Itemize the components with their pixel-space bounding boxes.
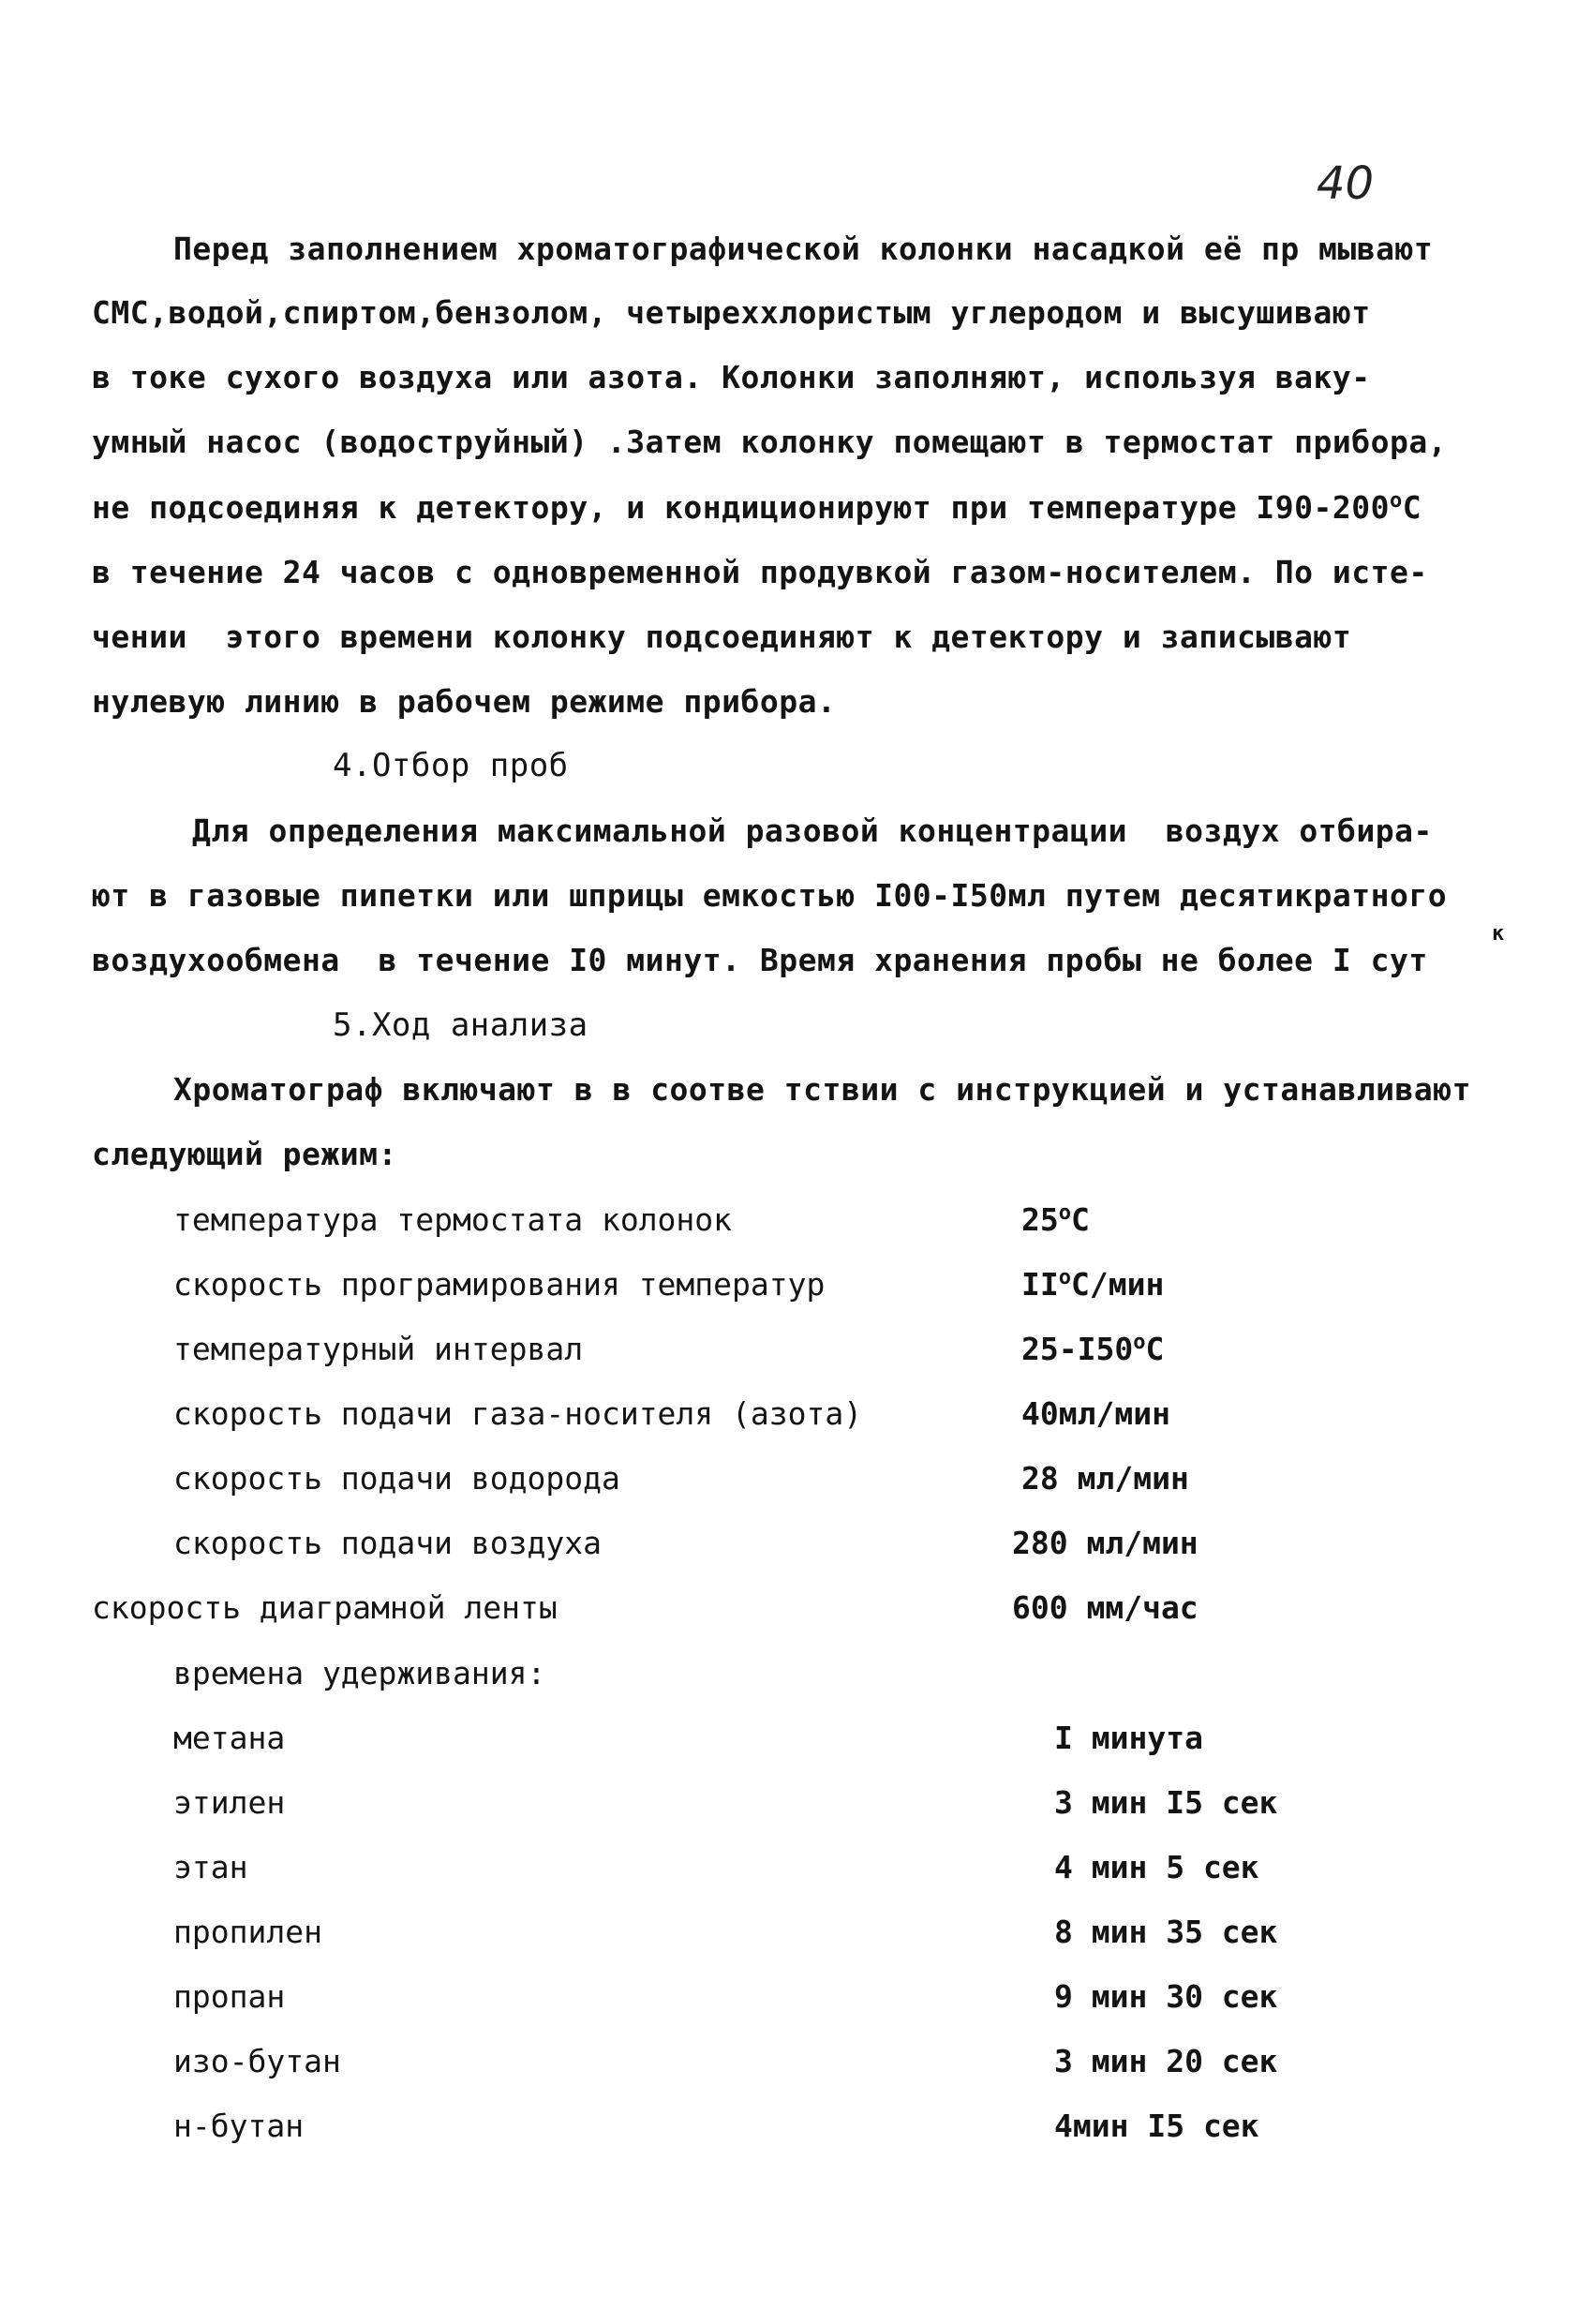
unit-text: C bbox=[1402, 489, 1422, 526]
superscript-letter: к bbox=[1492, 922, 1505, 946]
paragraph-line bbox=[92, 489, 1422, 527]
section-heading: 4.Отбор проб bbox=[333, 747, 569, 784]
paragraph-line: Хроматограф включают в в соотве тствии с инструкцией и устанавливают bbox=[173, 1071, 1472, 1108]
paragraph-line: в течение 24 часов с одновременной продувкой газом-носителем. По исте- bbox=[92, 554, 1428, 590]
degree-sign: o bbox=[1133, 1331, 1146, 1354]
retention-time: 4 мин 5 сек bbox=[1054, 1849, 1259, 1885]
line-text: не подсоединяя к детектору, и кондиционируют при температуре I90-200 bbox=[92, 489, 1391, 526]
compound-name: пропилен bbox=[173, 1914, 322, 1950]
parameter-value: 280 мл/мин bbox=[1012, 1525, 1198, 1561]
parameter-label: температурный интервал bbox=[173, 1331, 584, 1367]
retention-time: 9 мин 30 сек bbox=[1054, 1978, 1278, 2015]
parameter-value bbox=[1021, 1266, 1164, 1303]
value-unit: С/мин bbox=[1071, 1266, 1165, 1303]
paragraph-line: СМС,водой,спиртом,бензолом, четыреххлористым углеродом и высушивают bbox=[92, 294, 1371, 331]
paragraph-line: нулевую линию в рабочем режиме прибора. bbox=[92, 683, 837, 720]
parameter-value: 28 мл/мин bbox=[1021, 1460, 1189, 1497]
value-main: II bbox=[1021, 1266, 1059, 1303]
compound-name: изо-бутан bbox=[173, 2043, 341, 2079]
paragraph-line: Для определения максимальной разовой концентрации воздух отбира- bbox=[192, 812, 1433, 849]
retention-time: 8 мин 35 сек bbox=[1054, 1914, 1278, 1950]
parameter-value bbox=[1021, 1331, 1164, 1367]
page-number: 40 bbox=[1317, 157, 1375, 210]
paragraph-line: в токе сухого воздуха или азота. Колонки заполняют, используя ваку- bbox=[92, 359, 1371, 395]
degree-sign: o bbox=[1390, 489, 1403, 513]
parameter-label: скорость програмирования температур bbox=[173, 1266, 826, 1303]
compound-name: метана bbox=[173, 1720, 286, 1756]
retention-time: 3 мин 20 сек bbox=[1054, 2043, 1278, 2079]
value-unit: C bbox=[1145, 1331, 1165, 1367]
section-heading: 5.Ход анализа bbox=[333, 1006, 588, 1044]
paragraph-line: умный насос (водоструйный) .Затем колонку помещают в термостат прибора, bbox=[92, 424, 1448, 460]
parameter-value bbox=[1021, 1201, 1090, 1238]
parameter-label: скорость подачи водорода bbox=[173, 1460, 620, 1497]
value-main: 25-I50 bbox=[1021, 1331, 1134, 1367]
retention-time: 4мин I5 сек bbox=[1054, 2108, 1259, 2144]
paragraph-line: следующий режим: bbox=[92, 1136, 397, 1172]
retention-heading: времена удерживания: bbox=[173, 1655, 546, 1691]
value-unit: C bbox=[1071, 1201, 1090, 1238]
paragraph-line: воздухообмена в течение I0 минут. Время хранения пробы не более I сут bbox=[92, 942, 1428, 978]
compound-name: н-бутан bbox=[173, 2108, 305, 2144]
degree-sign: o bbox=[1058, 1201, 1071, 1225]
compound-name: этан bbox=[173, 1849, 248, 1885]
parameter-label: скорость подачи газа-носителя (азота) bbox=[173, 1395, 863, 1432]
parameter-label: скорость диаграмной ленты bbox=[92, 1589, 558, 1626]
parameter-label: температура термостата колонок bbox=[173, 1201, 733, 1238]
parameter-value: 40мл/мин bbox=[1021, 1395, 1170, 1432]
compound-name: пропан bbox=[173, 1978, 286, 2015]
paragraph-line: чении этого времени колонку подсоединяют к детектору и записывают bbox=[92, 618, 1352, 655]
compound-name: этилен bbox=[173, 1784, 286, 1821]
retention-time: I минута bbox=[1054, 1720, 1203, 1756]
parameter-value: 600 мм/час bbox=[1012, 1589, 1198, 1626]
retention-time: 3 мин I5 сек bbox=[1054, 1784, 1278, 1821]
parameter-label: скорость подачи воздуха bbox=[173, 1525, 602, 1561]
paragraph-line: Перед заполнением хроматографической колонки насадкой её пр мывают bbox=[173, 231, 1434, 267]
value-main: 25 bbox=[1021, 1201, 1059, 1238]
degree-sign: o bbox=[1058, 1266, 1071, 1289]
paragraph-line: ют в газовые пипетки или шприцы емкостью I00-I50мл путем десятикратного bbox=[92, 877, 1448, 914]
